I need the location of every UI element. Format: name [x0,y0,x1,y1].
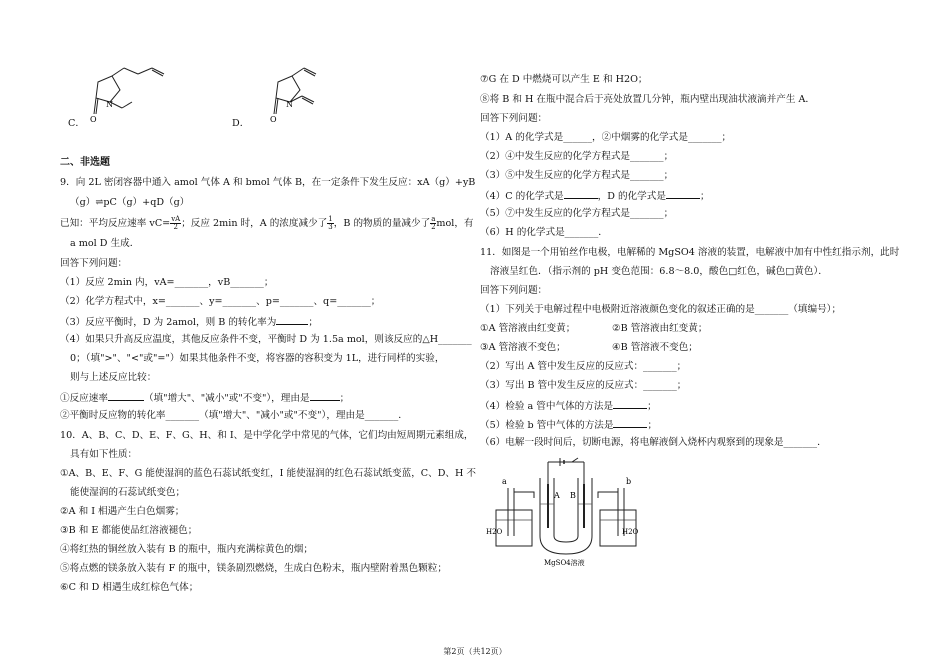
q10-stmt8: ⑧将 B 和 H 在瓶中混合后于亮处放置几分钟，瓶内壁出现油状液滴并产生 A． [480,94,815,105]
q11-part4-end: ； [647,401,657,412]
q10-stmt3: ③B 和 E 都能使品红溶液褪色； [60,525,198,536]
q11-part3: （3）写出 B 管中发生反应的反应式：_______； [480,380,687,391]
option-c-label: C． [68,118,85,129]
q9-part3 [60,315,318,329]
q11-option1: ①A 管溶液由红变黄； [480,323,576,334]
svg-text:O: O [270,115,277,124]
q10-answer4 [480,189,710,203]
q10-stmt2: ②A 和 I 相遇产生白色烟雾； [60,506,185,517]
label-A: A [554,491,560,500]
q11-option4: ④B 管溶液不变色； [612,342,698,353]
q9-prompt: 回答下列问题： [60,258,128,269]
answer-blank [276,315,308,325]
q11-part6: （6）电解一段时间后，切断电源，将电解液倒入烧杯内观察到的现象是_______． [480,437,827,448]
q9-part4-line3: 则与上述反应比较： [70,372,157,383]
svg-text:O: O [90,115,97,124]
label-b: b [626,477,632,486]
q9-line3-a: 已知：平均反应速率 vC= [60,218,171,229]
q9-line3 [60,216,474,231]
q11-line1: 11．如图是一个用铂丝作电极，电解稀的 MgSO4 溶液的装置，电解液中加有中性红指示剂，此时 [480,247,900,258]
structure-option-c [70,62,180,132]
answer-blank [564,189,598,199]
q10-answer3: （3）⑤中发生反应的化学方程式是_______； [480,170,674,181]
q9-compare1-b: （填"增大"、"减小"或"不变"），理由是 [143,393,310,404]
q10-answer2: （2）④中发生反应的化学方程式是_______； [480,151,674,162]
fraction-denominator: 3 [328,223,333,231]
q9-part3-text: （3）反应平衡时，D 为 2amol，则 B 的转化率为 [60,317,277,328]
answer-blank [108,391,144,401]
q10-answer4-b: ，D 的化学式是 [597,191,666,202]
fraction-denominator: 2 [431,223,436,231]
answer-blank [613,418,647,428]
fraction-numerator: 1 [328,215,333,223]
q11-part1: （1）下列关于电解过程中电极附近溶液颜色变化的叙述正确的是_______（填编号）； [480,304,842,315]
fraction-denominator: 2 [173,223,178,231]
page-footer: 第2页（共12页） [443,647,507,656]
q9-part3-end: ； [308,317,318,328]
q9-line1: 9．向 2L 密闭容器中通入 amol 气体 A 和 bmol 气体 B，在一定条件下发生反应：xA（g）+yB [60,177,476,188]
answer-blank [613,399,647,409]
q10-answer5: （5）⑦中发生反应的化学方程式是_______； [480,208,674,219]
answer-blank [666,189,700,199]
label-h2o-left: H2O [486,528,503,536]
q10-answer6: （6）H 的化学式是_______． [480,227,608,238]
q9-part4-line2: 0；（填">"、"<"或"="）如果其他条件不变，将容器的容积变为 1L，进行同样的实验， [70,353,445,364]
svg-text:N: N [106,100,113,109]
label-h2o-right: H2O [622,528,639,536]
q9-line3-d: mol，有 [436,218,474,229]
q10-answer4-a: （4）C 的化学式是 [480,191,564,202]
option-d-label: D． [232,118,250,129]
q10-stmt1-b: 能使湿润的石蕊试纸变色； [70,487,186,498]
svg-text:N: N [286,100,293,109]
q11-part2: （2）写出 A 管中发生反应的反应式：_______； [480,361,687,372]
q11-option2: ②B 管溶液由红变黄； [612,323,708,334]
q9-part4-line1: （4）如果只升高反应温度，其他反应条件不变，平衡时 D 为 1.5a mol，则该反应的△H_______ [60,334,472,345]
q9-line4: a mol D 生成． [70,238,140,249]
label-solution: MgSO4溶液 [544,559,585,567]
q10-line2: 具有如下性质： [70,449,138,460]
q9-line3-b: ；反应 2min 时，A 的浓度减少了 [181,218,328,229]
q11-prompt: 回答下列问题： [480,285,548,296]
q10-line1: 10．A、B、C、D、E、F、G、H、和 I、是中学化学中常见的气体，它们均由短周期元素组成， [60,430,474,441]
q9-line3-c: ，B 的物质的量减少了 [333,218,431,229]
fraction-va-over-2 [170,216,181,231]
q10-stmt7: ⑦G 在 D 中燃烧可以产生 E 和 H2O； [480,74,648,85]
q10-stmt5: ⑤将点燃的镁条放入装有 F 的瓶中，镁条剧烈燃烧，生成白色粉末，瓶内壁附着黑色颗粒； [60,563,447,574]
label-a: a [502,477,507,486]
q11-line2: 溶液呈红色．（指示剂的 pH 变色范围：6.8～8.0，酸色□红色，碱色□黄色）． [490,266,828,277]
q11-option3: ③A 管溶液不变色； [480,342,566,353]
q9-compare2: ②平衡时反应物的转化率_______（填"增大"、"减小"或"不变"），理由是_______． [60,410,408,421]
fraction-numerator: a [431,215,436,223]
q11-part5-end: ； [647,420,658,431]
q9-compare1-a: ①反应速率 [60,393,108,404]
q10-stmt1-a: ①A、B、E、F、G 能使湿润的蓝色石蕊试纸变红，I 能使湿润的红色石蕊试纸变蓝，C、D、H 不 [60,468,477,479]
q10-prompt: 回答下列问题： [480,113,548,124]
q11-part5-text: （5）检验 b 管中气体的方法是 [480,420,614,431]
q9-part2: （2）化学方程式中，x=_______、y=_______、p=_______、q=_______； [60,296,381,307]
q11-part4 [480,399,657,413]
q9-line2: （g）⇌pC（g）+qD（g） [70,197,190,208]
q10-answer1: （1）A 的化学式是______，②中烟雾的化学式是_______； [480,132,732,143]
q11-part4-text: （4）检验 a 管中气体的方法是 [480,401,614,412]
q9-compare1 [60,391,349,405]
fraction-numerator: vA [171,215,181,223]
answer-blank [310,391,340,401]
q10-answer4-end: ； [699,191,710,202]
q10-stmt4: ④将红热的铜丝放入装有 B 的瓶中，瓶内充满棕黄色的烟； [60,544,313,555]
q9-compare1-end: ； [339,393,350,404]
structure-option-d [250,62,360,132]
q11-part5 [480,418,657,432]
electrolysis-apparatus-diagram [488,458,648,568]
q10-stmt6: ⑥C 和 D 相遇生成红棕色气体； [60,582,199,593]
section-title: 二、非选题 [60,157,110,168]
q9-part1: （1）反应 2min 内，vA=_______，vB_______； [60,277,274,288]
label-B: B [570,491,576,500]
